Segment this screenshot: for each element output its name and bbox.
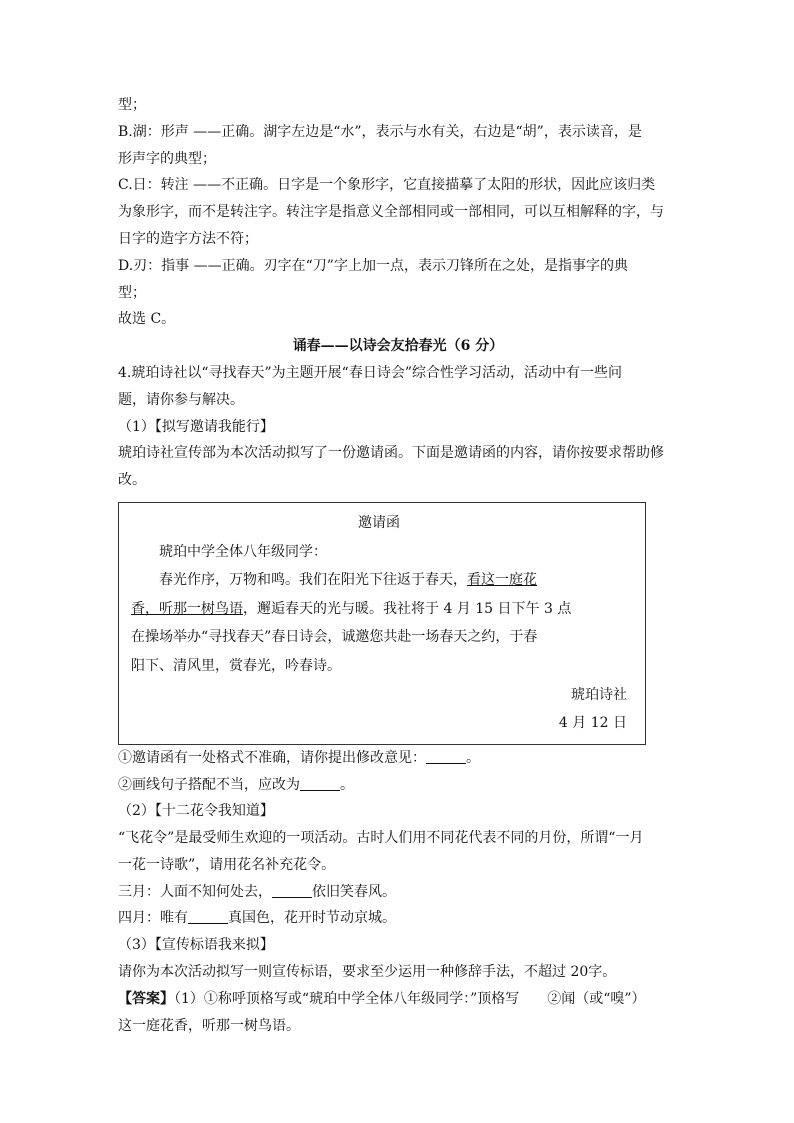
invitation-body-line xyxy=(131,566,627,595)
text-line: “飞花令”是最受师生欢迎的一项活动。古时人们用不同花代表不同的月份，所谓“一月 xyxy=(118,830,644,847)
section-title: 诵春——以诗会友拾春光（6 分） xyxy=(292,338,504,355)
text-line: 题，请你参与解决。 xyxy=(118,391,244,408)
text-line: 琥珀诗社宣传部为本次活动拟写了一份邀请函。下面是邀请函的内容，请你按要求帮助修 xyxy=(118,445,664,462)
answer-text: （1）①称呼顶格写或“琥珀中学全体八年级同学：”顶格写 ②闻（或“嗅”） xyxy=(174,990,646,1007)
invitation-title: 邀请函 xyxy=(358,514,400,531)
invitation-signature: 琥珀诗社 xyxy=(571,686,627,703)
answer-blank[interactable] xyxy=(188,909,228,924)
document-page xyxy=(118,92,678,1039)
question-text: 三月：人面不知何处去， xyxy=(118,883,272,900)
text-line: D.刃：指事 ——正确。刃字在“刀”字上加一点，表示刀锋所在之处，是指事字的典 xyxy=(118,257,628,274)
answer-line: 这一庭花香，听那一树鸟语。 xyxy=(118,1017,300,1034)
underlined-sentence: 香，听那一树鸟语 xyxy=(131,600,243,617)
subquestion-heading: （2）【十二花令我知道】 xyxy=(118,803,274,820)
invitation-body-line xyxy=(131,595,627,624)
invitation-salutation: 琥珀中学全体八年级同学： xyxy=(159,543,327,560)
text-line: 形声字的典型； xyxy=(118,150,216,167)
answer-label: 【答案】 xyxy=(118,990,174,1007)
invitation-text: 春光作序，万物和鸣。我们在阳光下往返于春天， xyxy=(159,572,467,589)
question-text: 。 xyxy=(340,776,354,793)
text-line: 4.琥珀诗社以“寻找春天”为主题开展“春日诗会”综合性学习活动，活动中有一些问 xyxy=(118,364,622,381)
text-line: 为象形字，而不是转注字。转注字是指意义全部相同或一部相同，可以互相解释的字，与 xyxy=(118,204,664,221)
question-text: 四月：唯有 xyxy=(118,910,188,927)
invitation-text: ，邂逅春天的光与暖。我社将于 4 月 15 日下午 3 点 xyxy=(243,600,572,617)
question-line xyxy=(118,905,678,932)
question-text: ②画线句子搭配不当，应改为 xyxy=(118,776,300,793)
question-text: 。 xyxy=(466,749,480,766)
text-line: 故选 C。 xyxy=(118,311,176,328)
answer-line xyxy=(118,986,678,1013)
text-line: 改。 xyxy=(118,472,146,489)
text-line: 日字的造字方法不符； xyxy=(118,230,258,247)
invitation-date: 4 月 12 日 xyxy=(558,715,627,732)
answer-blank[interactable] xyxy=(426,749,466,764)
answer-blank[interactable] xyxy=(272,883,312,898)
question-line xyxy=(118,772,678,799)
question-text: 依旧笑春风。 xyxy=(312,883,396,900)
question-line xyxy=(118,879,678,906)
text-line: 型； xyxy=(118,284,146,301)
text-line: 一花一诗歌”，请用花名补充花令。 xyxy=(118,856,336,873)
text-line: C.日：转注 ——不正确。日字是一个象形字，它直接描摹了太阳的形状，因此应该归类 xyxy=(118,177,656,194)
invitation-body-line: 在操场举办“寻找春天”春日诗会，诚邀您共赴一场春天之约，于春 xyxy=(131,629,538,646)
answer-blank[interactable] xyxy=(300,776,340,791)
subquestion-heading: （1）【拟写邀请我能行】 xyxy=(118,418,274,435)
invitation-box xyxy=(118,502,646,745)
text-line: B.湖：形声 ——正确。湖字左边是“水”，表示与水有关，右边是“胡”，表示读音，是 xyxy=(118,123,642,140)
underlined-sentence: 看这一庭花 xyxy=(467,572,537,589)
text-line: 请你为本次活动拟写一则宣传标语，要求至少运用一种修辞手法，不超过 20字。 xyxy=(118,964,617,981)
question-text: ①邀请函有一处格式不准确，请你提出修改意见： xyxy=(118,749,426,766)
invitation-body-line: 阳下、清风里，赏春光，吟春诗。 xyxy=(131,657,341,674)
question-line xyxy=(118,745,678,772)
subquestion-heading: （3）【宣传标语我来拟】 xyxy=(118,937,274,954)
text-line: 型； xyxy=(118,97,146,113)
question-text: 真国色，花开时节动京城。 xyxy=(228,910,396,927)
